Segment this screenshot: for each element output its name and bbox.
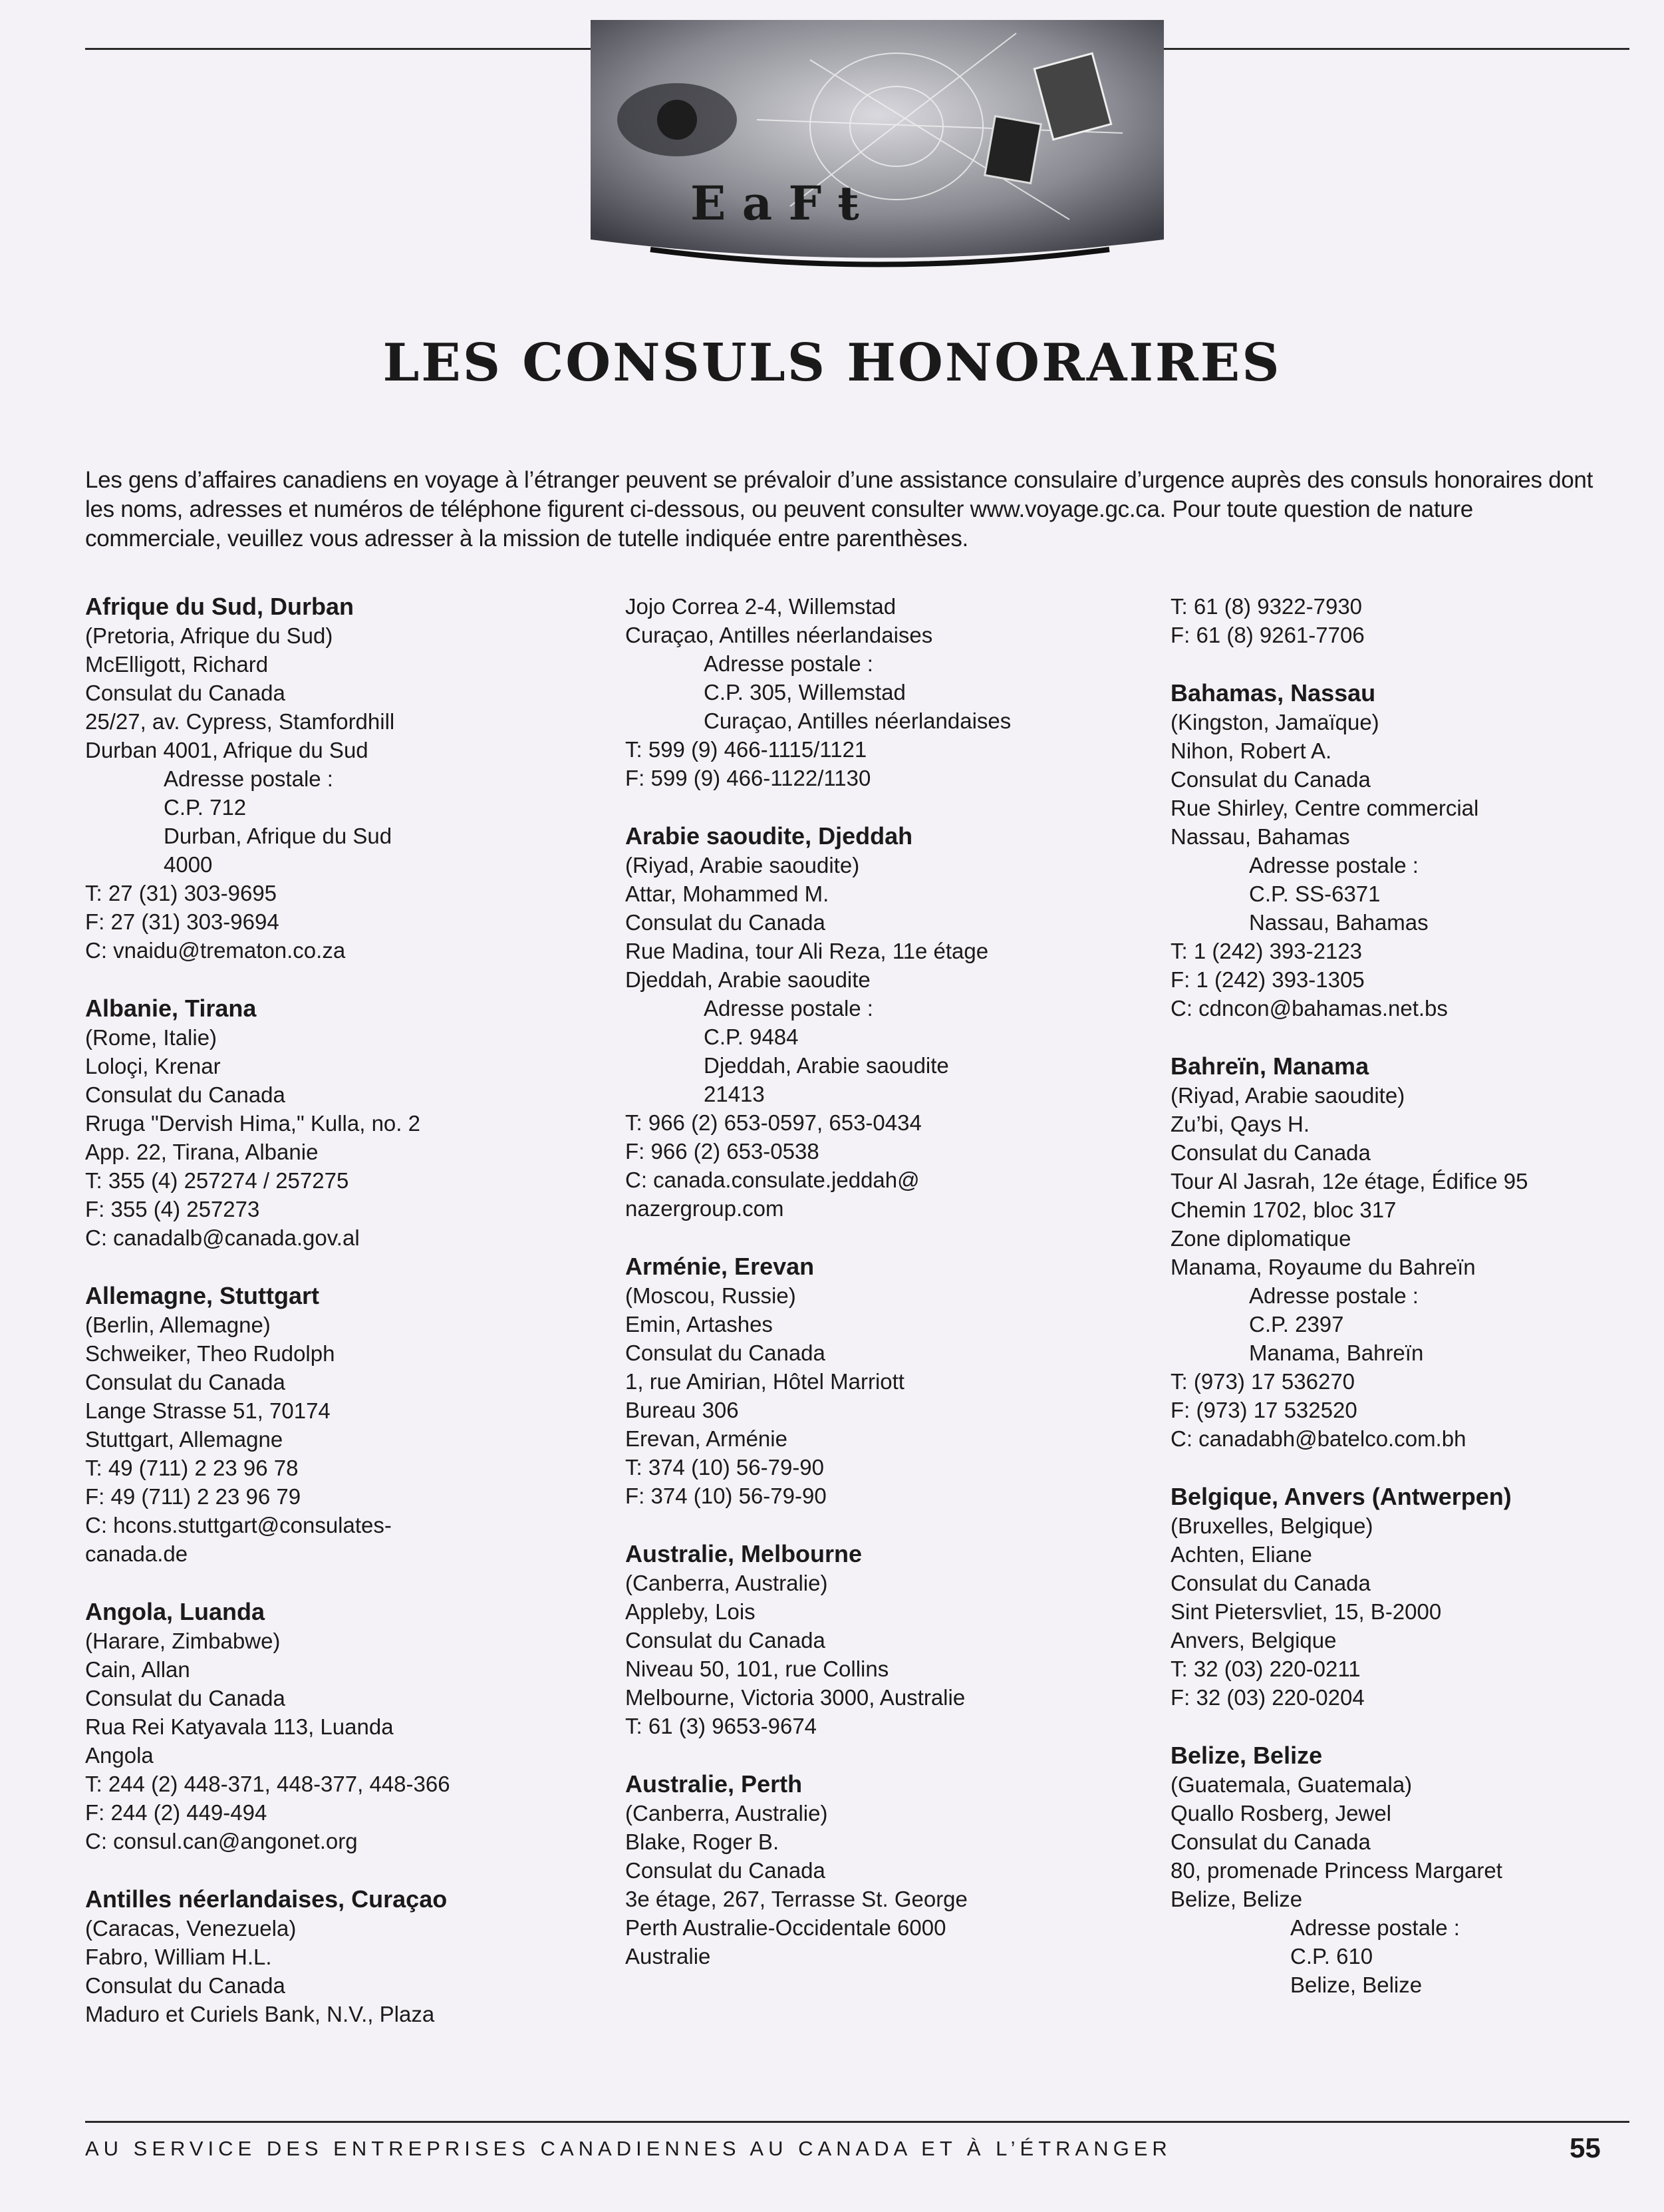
entry-line: Consulat du Canada bbox=[1171, 1829, 1371, 1854]
entry-line: (Caracas, Venezuela) bbox=[85, 1916, 297, 1941]
entry-line: Consulat du Canada bbox=[85, 681, 285, 705]
entry-heading: Albanie, Tirana bbox=[85, 995, 257, 1022]
consulate-entry bbox=[1171, 592, 1636, 649]
entry-line: Zu’bi, Qays H. bbox=[1171, 1112, 1310, 1136]
entry-line: (Bruxelles, Belgique) bbox=[1171, 1513, 1373, 1538]
entry-line: Stuttgart, Allemagne bbox=[85, 1427, 283, 1452]
entry-line: Nihon, Robert A. bbox=[1171, 738, 1332, 763]
entry-line: Emin, Artashes bbox=[625, 1312, 773, 1337]
entry-line: Rue Shirley, Centre commercial bbox=[1171, 796, 1479, 820]
entry-line: 3e étage, 267, Terrasse St. George bbox=[625, 1887, 968, 1911]
entry-line: (Guatemala, Guatemala) bbox=[1171, 1772, 1413, 1797]
consulate-entry bbox=[625, 822, 1157, 1223]
entry-heading: Australie, Perth bbox=[625, 1770, 803, 1798]
entry-line: Adresse postale : bbox=[704, 651, 873, 676]
entry-line: Loloçi, Krenar bbox=[85, 1054, 221, 1078]
consulate-entry bbox=[625, 1539, 1157, 1740]
entry-line: Blake, Roger B. bbox=[625, 1829, 779, 1854]
entry-line: Consulat du Canada bbox=[1171, 767, 1371, 792]
entry-line: Consulat du Canada bbox=[625, 1858, 825, 1883]
entry-line: Tour Al Jasrah, 12e étage, Édifice 95 bbox=[1171, 1169, 1528, 1193]
entry-line: C: canada.consulate.jeddah@ bbox=[625, 1168, 920, 1192]
entry-line: C: consul.can@angonet.org bbox=[85, 1829, 358, 1853]
entry-line: Erevan, Arménie bbox=[625, 1426, 787, 1451]
entry-line: Adresse postale : bbox=[704, 996, 873, 1021]
consulate-entry bbox=[85, 1281, 597, 1568]
entry-line: Durban 4001, Afrique du Sud bbox=[85, 738, 368, 762]
entry-line: Attar, Mohammed M. bbox=[625, 881, 829, 906]
entry-line: F: 599 (9) 466-1122/1130 bbox=[625, 766, 871, 790]
entry-line: F: 49 (711) 2 23 96 79 bbox=[85, 1484, 301, 1509]
entry-line: T: 61 (3) 9653-9674 bbox=[625, 1714, 817, 1738]
footer-text: AU SERVICE DES ENTREPRISES CANADIENNES AU CANADA ET À L’ÉTRANGER bbox=[85, 2137, 1172, 2160]
entry-line: Lange Strasse 51, 70174 bbox=[85, 1398, 331, 1423]
entry-line: Zone diplomatique bbox=[1171, 1226, 1351, 1251]
entry-line: C.P. 305, Willemstad bbox=[704, 680, 906, 705]
consulate-entry bbox=[1171, 1741, 1636, 1999]
entry-line: F: 244 (2) 449-494 bbox=[85, 1800, 267, 1825]
entry-line: F: 32 (03) 220-0204 bbox=[1171, 1685, 1365, 1710]
entry-line: canada.de bbox=[85, 1541, 188, 1566]
entry-heading: Belgique, Anvers (Antwerpen) bbox=[1171, 1483, 1512, 1510]
entry-line: Australie bbox=[625, 1944, 711, 1969]
consulate-entry bbox=[625, 592, 1157, 792]
entry-line: C: cdncon@bahamas.net.bs bbox=[1171, 996, 1448, 1021]
entry-line: Nassau, Bahamas bbox=[1249, 910, 1429, 935]
entry-line: Curaçao, Antilles néerlandaises bbox=[625, 623, 933, 647]
entry-line: F: 27 (31) 303-9694 bbox=[85, 909, 279, 934]
banner-letters: E a F ŧ bbox=[690, 176, 859, 231]
footer-rule bbox=[85, 2121, 1629, 2123]
entry-line: Consulat du Canada bbox=[1171, 1571, 1371, 1595]
entry-line: Rua Rei Katyavala 113, Luanda bbox=[85, 1714, 394, 1739]
entry-line: Chemin 1702, bloc 317 bbox=[1171, 1197, 1397, 1222]
entry-line: T: 374 (10) 56-79-90 bbox=[625, 1455, 825, 1480]
entry-line: Angola bbox=[85, 1743, 154, 1768]
entry-line: Bureau 306 bbox=[625, 1398, 739, 1422]
entry-line: Curaçao, Antilles néerlandaises bbox=[704, 709, 1012, 733]
entry-line: T: 355 (4) 257274 / 257275 bbox=[85, 1168, 349, 1193]
entry-line: Jojo Correa 2-4, Willemstad bbox=[625, 594, 897, 619]
entry-line: (Rome, Italie) bbox=[85, 1025, 217, 1050]
entry-line: T: 27 (31) 303-9695 bbox=[85, 881, 277, 905]
entry-line: Rruga "Dervish Hima," Kulla, no. 2 bbox=[85, 1111, 420, 1136]
entry-heading: Angola, Luanda bbox=[85, 1598, 265, 1625]
entry-line: Consulat du Canada bbox=[625, 1341, 825, 1365]
entry-line: Consulat du Canada bbox=[625, 1628, 825, 1653]
entry-line: C.P. SS-6371 bbox=[1249, 881, 1381, 906]
entry-line: T: 966 (2) 653-0597, 653-0434 bbox=[625, 1110, 922, 1135]
entry-line: McElligott, Richard bbox=[85, 652, 269, 677]
entry-line: Perth Australie-Occidentale 6000 bbox=[625, 1915, 946, 1940]
entry-line: F: 61 (8) 9261-7706 bbox=[1171, 623, 1365, 647]
entry-line: Belize, Belize bbox=[1171, 1887, 1303, 1911]
entry-line: 4000 bbox=[164, 852, 213, 877]
banner-illustration bbox=[591, 20, 1164, 273]
entry-line: Adresse postale : bbox=[1249, 1283, 1419, 1308]
entry-line: C.P. 9484 bbox=[704, 1025, 799, 1049]
entry-line: F: 374 (10) 56-79-90 bbox=[625, 1484, 827, 1508]
column-2 bbox=[625, 592, 1157, 2000]
entry-line: T: 244 (2) 448-371, 448-377, 448-366 bbox=[85, 1772, 450, 1796]
banner-collage-graphic bbox=[591, 20, 1164, 273]
entry-line: (Canberra, Australie) bbox=[625, 1801, 828, 1825]
entry-line: (Harare, Zimbabwe) bbox=[85, 1629, 281, 1653]
column-1 bbox=[85, 592, 597, 2058]
entry-line: Maduro et Curiels Bank, N.V., Plaza bbox=[85, 2002, 435, 2026]
consulate-entry bbox=[85, 1885, 597, 2028]
column-3 bbox=[1171, 592, 1636, 2028]
entry-heading: Bahreïn, Manama bbox=[1171, 1052, 1369, 1080]
entry-line: (Canberra, Australie) bbox=[625, 1571, 828, 1595]
entry-line: F: 1 (242) 393-1305 bbox=[1171, 967, 1365, 992]
entry-heading: Arabie saoudite, Djeddah bbox=[625, 822, 913, 850]
entry-line: Cain, Allan bbox=[85, 1657, 190, 1682]
intro-paragraph: Les gens d’affaires canadiens en voyage à l’étranger peuvent se prévaloir d’une assistance consulaire d’urgence auprès des consuls honoraires dont les noms, adresses et numéros de téléphone figurent ci-dessous, ou peuvent consulter www.voyage.gc.ca. Pour toute question de nature commerciale, veuillez vous adresser à la mission de tutelle indiquée entre parenthèses. bbox=[85, 467, 1594, 552]
entry-line: F: (973) 17 532520 bbox=[1171, 1398, 1357, 1422]
entry-line: (Berlin, Allemagne) bbox=[85, 1313, 271, 1337]
entry-line: App. 22, Tirana, Albanie bbox=[85, 1140, 319, 1164]
entry-line: Quallo Rosberg, Jewel bbox=[1171, 1801, 1391, 1825]
consulate-entry bbox=[625, 1252, 1157, 1510]
entry-line: T: 599 (9) 466-1115/1121 bbox=[625, 737, 867, 762]
entry-line: Anvers, Belgique bbox=[1171, 1628, 1337, 1653]
consulate-entry bbox=[625, 1770, 1157, 1971]
entry-line: Schweiker, Theo Rudolph bbox=[85, 1341, 335, 1366]
entry-line: Consulat du Canada bbox=[85, 1370, 285, 1394]
entry-line: Melbourne, Victoria 3000, Australie bbox=[625, 1685, 966, 1710]
entry-line: Niveau 50, 101, rue Collins bbox=[625, 1657, 889, 1681]
entry-line: nazergroup.com bbox=[625, 1196, 784, 1221]
entry-heading: Bahamas, Nassau bbox=[1171, 679, 1376, 707]
entry-line: C.P. 610 bbox=[1290, 1944, 1373, 1969]
entry-line: C: vnaidu@trematon.co.za bbox=[85, 938, 346, 963]
entry-heading: Afrique du Sud, Durban bbox=[85, 593, 354, 620]
entry-line: T: 49 (711) 2 23 96 78 bbox=[85, 1456, 299, 1480]
entry-line: T: (973) 17 536270 bbox=[1171, 1369, 1355, 1394]
entry-line: 1, rue Amirian, Hôtel Marriott bbox=[625, 1369, 904, 1394]
entry-heading: Belize, Belize bbox=[1171, 1742, 1323, 1769]
consulate-entry bbox=[1171, 1482, 1636, 1712]
consulate-entry bbox=[1171, 679, 1636, 1023]
entry-line: (Kingston, Jamaïque) bbox=[1171, 710, 1379, 734]
page-number: 55 bbox=[1570, 2132, 1601, 2163]
page-title: LES CONSULS HONORAIRES bbox=[382, 333, 1282, 393]
entry-line: 25/27, av. Cypress, Stamfordhill bbox=[85, 709, 395, 734]
entry-line: Consulat du Canada bbox=[85, 1973, 285, 1998]
entry-line: (Pretoria, Afrique du Sud) bbox=[85, 623, 333, 648]
entry-line: T: 61 (8) 9322-7930 bbox=[1171, 594, 1363, 619]
entry-heading: Antilles néerlandaises, Curaçao bbox=[85, 1885, 448, 1913]
entry-line: Consulat du Canada bbox=[85, 1686, 285, 1710]
entry-line: Durban, Afrique du Sud bbox=[164, 824, 392, 848]
entry-line: Achten, Eliane bbox=[1171, 1542, 1312, 1567]
entry-line: C: canadalb@canada.gov.al bbox=[85, 1225, 360, 1250]
entry-line: C: canadabh@batelco.com.bh bbox=[1171, 1426, 1466, 1451]
entry-line: 80, promenade Princess Margaret bbox=[1171, 1858, 1502, 1883]
entry-heading: Allemagne, Stuttgart bbox=[85, 1282, 320, 1309]
entry-line: F: 355 (4) 257273 bbox=[85, 1197, 260, 1221]
entry-line: Adresse postale : bbox=[164, 766, 333, 791]
consulate-entry bbox=[85, 592, 597, 965]
entry-line: Manama, Royaume du Bahreïn bbox=[1171, 1255, 1476, 1279]
entry-line: (Moscou, Russie) bbox=[625, 1283, 796, 1308]
entry-line: F: 966 (2) 653-0538 bbox=[625, 1139, 819, 1164]
entry-line: Djeddah, Arabie saoudite bbox=[625, 967, 871, 992]
entry-line: Sint Pietersvliet, 15, B-2000 bbox=[1171, 1599, 1442, 1624]
entry-line: Adresse postale : bbox=[1290, 1915, 1460, 1940]
entry-line: (Riyad, Arabie saoudite) bbox=[625, 853, 860, 877]
entry-line: (Riyad, Arabie saoudite) bbox=[1171, 1083, 1405, 1108]
entry-heading: Australie, Melbourne bbox=[625, 1540, 863, 1567]
entry-line: T: 32 (03) 220-0211 bbox=[1171, 1657, 1361, 1681]
entry-line: Fabro, William H.L. bbox=[85, 1945, 272, 1969]
entry-line: Adresse postale : bbox=[1249, 853, 1419, 877]
entry-line: Consulat du Canada bbox=[85, 1082, 285, 1107]
entry-line: Nassau, Bahamas bbox=[1171, 824, 1350, 849]
entry-line: Appleby, Lois bbox=[625, 1599, 756, 1624]
entry-line: Belize, Belize bbox=[1290, 1973, 1423, 1997]
entry-heading: Arménie, Erevan bbox=[625, 1253, 815, 1280]
entry-line: 21413 bbox=[704, 1082, 765, 1106]
entry-line: Djeddah, Arabie saoudite bbox=[704, 1053, 949, 1078]
entry-line: Consulat du Canada bbox=[625, 910, 825, 935]
entry-line: T: 1 (242) 393-2123 bbox=[1171, 939, 1363, 963]
entry-line: C: hcons.stuttgart@consulates- bbox=[85, 1513, 392, 1537]
consulate-entry bbox=[1171, 1052, 1636, 1453]
entry-line: Rue Madina, tour Ali Reza, 11e étage bbox=[625, 939, 989, 963]
consulate-entry bbox=[85, 994, 597, 1252]
consulate-entry bbox=[85, 1597, 597, 1855]
entry-line: Manama, Bahreïn bbox=[1249, 1341, 1424, 1365]
entry-line: Consulat du Canada bbox=[1171, 1140, 1371, 1165]
entry-line: C.P. 712 bbox=[164, 795, 247, 820]
entry-line: C.P. 2397 bbox=[1249, 1312, 1344, 1337]
